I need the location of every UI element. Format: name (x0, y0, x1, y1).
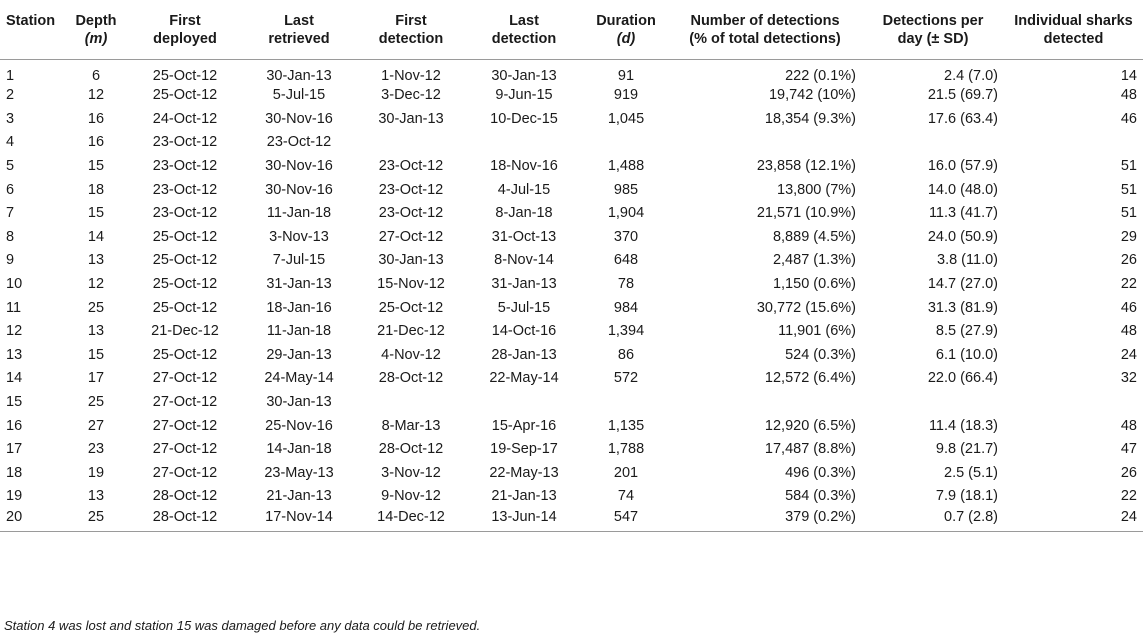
cell-first-detection: 28-Oct-12 (378, 370, 444, 387)
cell-duration: 919 (613, 87, 639, 104)
column-header-last-detection (464, 0, 584, 59)
cell-duration: 74 (617, 488, 635, 505)
cell-individual-sharks: 48 (1120, 87, 1137, 104)
cell-first-detection (358, 131, 464, 155)
cell-first-deployed: 27-Oct-12 (152, 441, 218, 458)
cell-first-deployed: 28-Oct-12 (152, 488, 218, 505)
table-row (0, 485, 1143, 509)
cell-first-detection: 23-Oct-12 (378, 181, 444, 198)
cell-station: 3 (6, 110, 15, 127)
cell-station: 5 (6, 158, 15, 175)
cell-first-detection: 27-Oct-12 (378, 228, 444, 245)
cell-number-of-detections: 13,800 (7%) (777, 181, 856, 198)
cell-last-retrieved: 17-Nov-14 (240, 508, 358, 532)
cell-depth: 16 (87, 110, 105, 127)
cell-detections-per-day: 16.0 (57.9) (927, 158, 998, 175)
cell-first-deployed: 23-Oct-12 (152, 205, 218, 222)
table-row (0, 107, 1143, 131)
cell-station: 4 (6, 134, 15, 151)
cell-duration: 1,788 (607, 441, 645, 458)
cell-detections-per-day: 2.5 (5.1) (944, 464, 998, 481)
table-body (0, 59, 1143, 532)
cell-station: 1 (6, 67, 15, 84)
cell-station: 16 (6, 417, 23, 434)
table-header (0, 0, 1143, 59)
cell-duration: 547 (584, 508, 668, 532)
cell-first-detection: 14-Dec-12 (358, 508, 464, 532)
cell-first-deployed: 23-Oct-12 (152, 158, 218, 175)
cell-first-deployed: 27-Oct-12 (152, 370, 218, 387)
column-header-line1: Last (509, 13, 539, 29)
cell-last-retrieved: 30-Jan-13 (266, 394, 332, 411)
table-row (0, 178, 1143, 202)
column-header-line2: (d) (616, 31, 636, 47)
cell-last-retrieved: 11-Jan-18 (266, 323, 332, 340)
cell-last-detection: 19-Sep-17 (490, 441, 558, 458)
cell-number-of-detections: 18,354 (9.3%) (764, 110, 856, 127)
cell-duration: 370 (613, 228, 639, 245)
cell-last-retrieved: 29-Jan-13 (266, 346, 332, 363)
column-header-first-deployed (130, 0, 240, 59)
cell-individual-sharks: 22 (1120, 276, 1137, 293)
table-row (0, 249, 1143, 273)
cell-last-retrieved: 18-Jan-16 (266, 299, 332, 316)
cell-first-detection: 30-Jan-13 (378, 252, 444, 269)
column-header-line1: Last (284, 13, 314, 29)
cell-station: 8 (6, 228, 15, 245)
column-header-line1: Depth (75, 13, 117, 29)
column-header-line2: (m) (84, 31, 108, 47)
cell-last-retrieved: 11-Jan-18 (266, 205, 332, 222)
cell-detections-per-day: 2.4 (7.0) (944, 67, 998, 84)
cell-individual-sharks: 46 (1120, 110, 1137, 127)
column-header-individual-sharks (1004, 0, 1143, 59)
cell-individual-sharks (1004, 131, 1143, 155)
cell-individual-sharks (1004, 390, 1143, 414)
cell-last-detection: 18-Nov-16 (490, 158, 558, 175)
cell-last-detection: 21-Jan-13 (491, 488, 557, 505)
cell-station: 17 (6, 441, 23, 458)
cell-number-of-detections: 222 (0.1%) (785, 67, 856, 84)
cell-detections-per-day: 11.4 (18.3) (928, 417, 998, 434)
table-row (0, 367, 1143, 391)
cell-individual-sharks: 48 (1120, 417, 1137, 434)
cell-last-detection: 4-Jul-15 (497, 181, 551, 198)
cell-depth: 12 (87, 87, 105, 104)
cell-station: 7 (6, 205, 15, 222)
cell-first-detection: 9-Nov-12 (381, 488, 441, 505)
cell-last-retrieved: 30-Nov-16 (265, 158, 333, 175)
cell-station: 12 (6, 323, 23, 340)
cell-duration (584, 131, 668, 155)
cell-first-detection: 25-Oct-12 (378, 299, 444, 316)
cell-detections-per-day: 22.0 (66.4) (927, 370, 998, 387)
table-row (0, 272, 1143, 296)
cell-station: 11 (6, 299, 22, 316)
column-header-line1: First (395, 13, 427, 29)
table-row (0, 154, 1143, 178)
cell-depth: 23 (87, 441, 105, 458)
cell-duration: 648 (613, 252, 639, 269)
cell-detections-per-day: 7.9 (18.1) (935, 488, 998, 505)
cell-first-deployed: 27-Oct-12 (152, 394, 218, 411)
cell-detections-per-day: 9.8 (21.7) (935, 441, 998, 458)
cell-first-detection: 8-Mar-13 (381, 417, 441, 434)
column-header-line2: detected (1043, 31, 1104, 47)
cell-individual-sharks: 29 (1120, 228, 1137, 245)
cell-number-of-detections: 19,742 (10%) (768, 87, 856, 104)
table-row (0, 343, 1143, 367)
cell-first-deployed: 25-Oct-12 (152, 87, 218, 104)
table-row (0, 59, 1143, 84)
cell-depth: 16 (87, 134, 105, 151)
cell-number-of-detections: 12,920 (6.5%) (764, 417, 856, 434)
cell-depth: 13 (87, 323, 105, 340)
cell-depth: 25 (87, 299, 105, 316)
table-row (0, 437, 1143, 461)
cell-duration (584, 390, 668, 414)
table-row (0, 296, 1143, 320)
cell-last-detection: 14-Oct-16 (491, 323, 557, 340)
cell-number-of-detections: 524 (0.3%) (785, 346, 856, 363)
cell-individual-sharks: 51 (1120, 205, 1137, 222)
cell-detections-per-day (862, 131, 1004, 155)
cell-station: 18 (6, 464, 23, 481)
cell-first-detection: 3-Dec-12 (381, 87, 441, 104)
cell-individual-sharks: 24 (1004, 508, 1143, 532)
cell-detections-per-day: 3.8 (11.0) (937, 252, 998, 269)
cell-last-detection (464, 131, 584, 155)
cell-first-detection (358, 390, 464, 414)
cell-number-of-detections: 30,772 (15.6%) (756, 299, 856, 316)
cell-depth: 19 (87, 464, 105, 481)
cell-number-of-detections: 23,858 (12.1%) (756, 158, 856, 175)
cell-duration: 1,135 (607, 417, 645, 434)
cell-detections-per-day: 14.7 (27.0) (927, 276, 998, 293)
cell-first-deployed: 25-Oct-12 (152, 299, 218, 316)
cell-number-of-detections: 17,487 (8.8%) (764, 441, 856, 458)
cell-number-of-detections (668, 131, 862, 155)
cell-station: 14 (6, 370, 23, 387)
cell-last-detection: 8-Jan-18 (495, 205, 553, 222)
cell-first-deployed: 24-Oct-12 (152, 110, 218, 127)
column-header-line2: deployed (153, 31, 217, 47)
cell-last-detection: 15-Apr-16 (491, 417, 557, 434)
cell-number-of-detections (668, 390, 862, 414)
header-row (0, 0, 1143, 59)
cell-station: 9 (6, 252, 15, 269)
cell-first-deployed: 27-Oct-12 (152, 464, 218, 481)
cell-last-retrieved: 24-May-14 (264, 370, 334, 387)
cell-station: 20 (0, 508, 62, 532)
cell-first-detection: 1-Nov-12 (381, 67, 441, 84)
cell-duration: 984 (613, 299, 639, 316)
cell-depth: 13 (87, 488, 105, 505)
cell-last-detection: 5-Jul-15 (497, 299, 551, 316)
table-row (0, 319, 1143, 343)
cell-first-detection: 15-Nov-12 (377, 276, 445, 293)
cell-station: 6 (6, 181, 15, 198)
cell-first-detection: 21-Dec-12 (377, 323, 445, 340)
cell-duration: 985 (613, 181, 639, 198)
cell-station: 15 (6, 394, 23, 411)
cell-number-of-detections: 496 (0.3%) (785, 464, 856, 481)
cell-depth: 17 (87, 370, 105, 387)
cell-detections-per-day: 31.3 (81.9) (927, 299, 998, 316)
cell-detections-per-day: 0.7 (2.8) (862, 508, 1004, 532)
column-header-line1: Detections per (882, 13, 984, 29)
table-row (0, 461, 1143, 485)
cell-last-retrieved: 23-Oct-12 (266, 134, 332, 151)
cell-individual-sharks: 51 (1120, 158, 1137, 175)
column-header-line2: detection (491, 31, 557, 47)
cell-individual-sharks: 51 (1120, 181, 1137, 198)
column-header-line2: day (± SD) (897, 31, 969, 47)
table-row (0, 201, 1143, 225)
cell-last-retrieved: 30-Nov-16 (265, 110, 333, 127)
cell-station: 13 (6, 346, 23, 363)
cell-last-retrieved: 25-Nov-16 (265, 417, 333, 434)
cell-last-retrieved: 23-May-13 (264, 464, 334, 481)
cell-depth: 18 (87, 181, 105, 198)
cell-last-detection: 31-Jan-13 (491, 276, 557, 293)
cell-last-detection (464, 390, 584, 414)
cell-duration: 1,394 (607, 323, 645, 340)
cell-depth: 15 (87, 346, 105, 363)
cell-individual-sharks: 14 (1120, 67, 1137, 84)
cell-first-detection: 3-Nov-12 (381, 464, 441, 481)
cell-depth: 25 (62, 508, 130, 532)
column-header-duration (584, 0, 668, 59)
column-header-detections-per-day (862, 0, 1004, 59)
cell-individual-sharks: 24 (1120, 346, 1137, 363)
cell-last-detection: 8-Nov-14 (494, 252, 554, 269)
cell-number-of-detections: 584 (0.3%) (785, 488, 856, 505)
cell-last-retrieved: 7-Jul-15 (272, 252, 326, 269)
cell-first-detection: 4-Nov-12 (381, 346, 441, 363)
column-header-station (0, 0, 62, 59)
cell-last-detection: 10-Dec-15 (490, 110, 558, 127)
cell-last-detection: 30-Jan-13 (491, 67, 557, 84)
column-header-line1: Number of detections (690, 13, 840, 29)
table-row (0, 414, 1143, 438)
cell-number-of-detections: 379 (0.2%) (668, 508, 862, 532)
table-footnote: Station 4 was lost and station 15 was damaged before any data could be retrieved. (4, 618, 481, 633)
cell-individual-sharks: 46 (1120, 299, 1137, 316)
cell-number-of-detections: 11,901 (6%) (778, 323, 856, 340)
column-header-line2: retrieved (268, 31, 330, 47)
column-header-line1: First (169, 13, 201, 29)
cell-last-retrieved: 30-Nov-16 (265, 181, 333, 198)
cell-individual-sharks: 22 (1120, 488, 1137, 505)
cell-detections-per-day (862, 390, 1004, 414)
cell-first-deployed: 28-Oct-12 (130, 508, 240, 532)
table-row (0, 225, 1143, 249)
cell-individual-sharks: 26 (1120, 252, 1137, 269)
cell-detections-per-day: 8.5 (27.9) (935, 323, 998, 340)
cell-last-detection: 31-Oct-13 (491, 228, 557, 245)
cell-depth: 15 (87, 158, 105, 175)
cell-duration: 201 (613, 464, 639, 481)
cell-depth: 15 (87, 205, 105, 222)
cell-duration: 91 (617, 67, 635, 84)
cell-last-detection: 28-Jan-13 (491, 346, 557, 363)
cell-detections-per-day: 14.0 (48.0) (927, 181, 998, 198)
cell-duration: 572 (613, 370, 639, 387)
column-header-line1: Individual sharks (1014, 13, 1133, 29)
cell-depth: 25 (87, 394, 105, 411)
cell-first-deployed: 25-Oct-12 (152, 228, 218, 245)
cell-last-retrieved: 3-Nov-13 (269, 228, 329, 245)
cell-station: 2 (6, 87, 15, 104)
cell-individual-sharks: 32 (1120, 370, 1137, 387)
cell-duration: 1,488 (607, 158, 645, 175)
column-header-line1: Station (6, 13, 56, 29)
cell-station: 10 (6, 276, 23, 293)
cell-first-detection: 23-Oct-12 (378, 205, 444, 222)
cell-first-deployed: 25-Oct-12 (152, 252, 218, 269)
cell-first-detection: 30-Jan-13 (378, 110, 444, 127)
cell-depth: 14 (87, 228, 105, 245)
cell-depth: 6 (91, 67, 101, 84)
cell-station: 19 (6, 488, 23, 505)
cell-duration: 1,904 (607, 205, 645, 222)
table-row (0, 84, 1143, 108)
column-header-number-of-detections (668, 0, 862, 59)
column-header-line2: (% of total detections) (689, 31, 841, 47)
cell-detections-per-day: 24.0 (50.9) (927, 228, 998, 245)
table-row (0, 131, 1143, 155)
table-row (0, 390, 1143, 414)
cell-number-of-detections: 2,487 (1.3%) (772, 252, 856, 269)
cell-depth: 13 (87, 252, 105, 269)
cell-number-of-detections: 12,572 (6.4%) (764, 370, 856, 387)
column-header-last-retrieved (240, 0, 358, 59)
cell-first-detection: 28-Oct-12 (378, 441, 444, 458)
cell-first-deployed: 25-Oct-12 (152, 276, 218, 293)
cell-first-detection: 23-Oct-12 (378, 158, 444, 175)
cell-number-of-detections: 21,571 (10.9%) (756, 205, 856, 222)
cell-duration: 78 (617, 276, 635, 293)
cell-last-detection: 22-May-13 (489, 464, 559, 481)
column-header-line2: detection (378, 31, 444, 47)
cell-individual-sharks: 26 (1120, 464, 1137, 481)
cell-first-deployed: 25-Oct-12 (152, 346, 218, 363)
cell-individual-sharks: 48 (1120, 323, 1137, 340)
cell-number-of-detections: 8,889 (4.5%) (772, 228, 856, 245)
cell-individual-sharks: 47 (1120, 441, 1137, 458)
cell-number-of-detections: 1,150 (0.6%) (772, 276, 856, 293)
cell-last-detection: 9-Jun-15 (495, 87, 553, 104)
cell-duration: 1,045 (607, 110, 645, 127)
cell-duration: 86 (617, 346, 635, 363)
cell-depth: 12 (87, 276, 105, 293)
cell-last-retrieved: 30-Jan-13 (266, 67, 332, 84)
cell-detections-per-day: 11.3 (41.7) (928, 205, 998, 222)
cell-last-retrieved: 5-Jul-15 (272, 87, 326, 104)
cell-first-deployed: 23-Oct-12 (152, 134, 218, 151)
cell-first-deployed: 25-Oct-12 (152, 67, 218, 84)
column-header-depth (62, 0, 130, 59)
cell-last-retrieved: 21-Jan-13 (266, 488, 332, 505)
cell-first-deployed: 27-Oct-12 (152, 417, 218, 434)
cell-first-deployed: 21-Dec-12 (151, 323, 219, 340)
cell-detections-per-day: 6.1 (10.0) (935, 346, 998, 363)
cell-last-retrieved: 31-Jan-13 (266, 276, 332, 293)
cell-last-detection: 22-May-14 (489, 370, 559, 387)
column-header-line1: Duration (596, 13, 656, 29)
cell-depth: 27 (87, 417, 105, 434)
cell-first-deployed: 23-Oct-12 (152, 181, 218, 198)
column-header-first-detection (358, 0, 464, 59)
cell-last-retrieved: 14-Jan-18 (266, 441, 332, 458)
table-row (0, 508, 1143, 532)
cell-last-detection: 13-Jun-14 (464, 508, 584, 532)
cell-detections-per-day: 21.5 (69.7) (927, 87, 998, 104)
cell-detections-per-day: 17.6 (63.4) (927, 110, 998, 127)
